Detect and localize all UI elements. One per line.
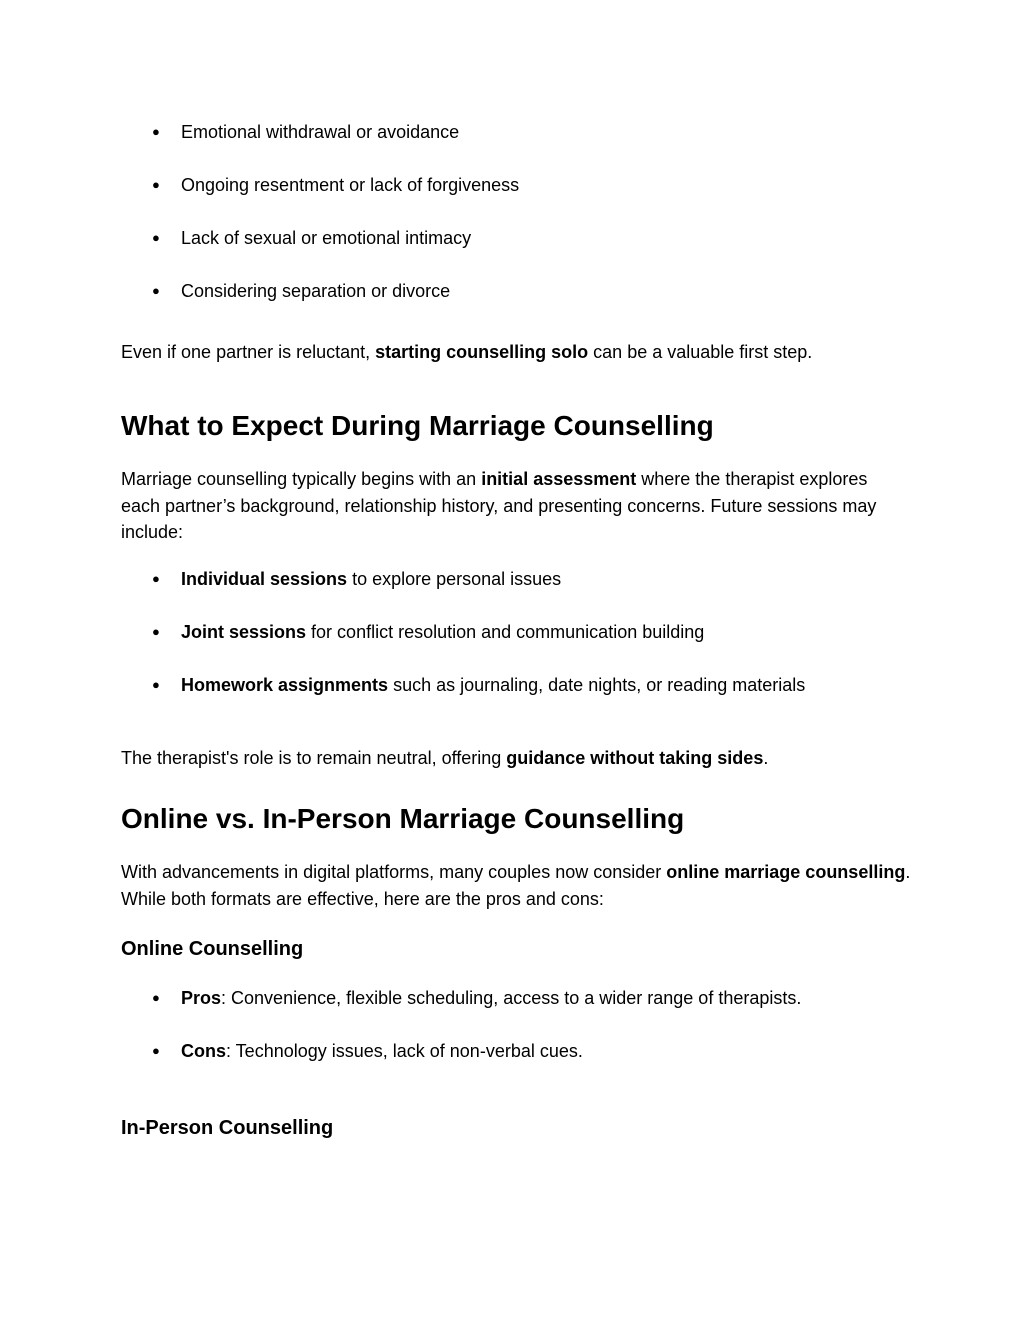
list-item-text: Homework assignments such as journaling, date nights, or reading materials bbox=[181, 675, 806, 695]
list-item bbox=[0, 1039, 1024, 1063]
list-item bbox=[0, 986, 1024, 1010]
subheading-inperson: In-Person Counselling bbox=[121, 1117, 334, 1139]
bullet-icon: ● bbox=[152, 571, 160, 586]
emphasis: starting counselling solo bbox=[375, 342, 589, 362]
emphasis: initial assessment bbox=[481, 469, 637, 489]
list-item-text: Pros: Convenience, flexible scheduling, access to a wider range of therapists. bbox=[181, 988, 802, 1008]
list-item bbox=[0, 226, 1024, 250]
list-item bbox=[0, 673, 1024, 697]
list-item-text: Emotional withdrawal or avoidance bbox=[181, 122, 460, 142]
online-intro-paragraph: With advancements in digital platforms, many couples now consider online marriage counselling. While both formats are effective, here are the pros and cons: bbox=[121, 862, 911, 909]
list-item bbox=[0, 120, 1024, 144]
bullet-icon: ● bbox=[152, 124, 160, 139]
emphasis: guidance without taking sides bbox=[506, 748, 764, 768]
section-heading-expect: What to Expect During Marriage Counselling bbox=[121, 410, 714, 441]
bullet-icon: ● bbox=[152, 1043, 160, 1058]
bullet-icon: ● bbox=[152, 624, 160, 639]
list-item-text: Individual sessions to explore personal issues bbox=[181, 569, 562, 589]
list-item-text: Lack of sexual or emotional intimacy bbox=[181, 228, 472, 248]
solo-paragraph: Even if one partner is reluctant, starting counselling solo can be a valuable first step. bbox=[121, 342, 813, 362]
emphasis: online marriage counselling bbox=[666, 862, 906, 882]
list-item bbox=[0, 279, 1024, 303]
list-item bbox=[0, 567, 1024, 591]
bullet-icon: ● bbox=[152, 990, 160, 1005]
bullet-icon: ● bbox=[152, 177, 160, 192]
subheading-online: Online Counselling bbox=[121, 938, 304, 960]
therapist-role-paragraph: The therapist's role is to remain neutral, offering guidance without taking sides. bbox=[121, 748, 769, 768]
list-item bbox=[0, 620, 1024, 644]
bullet-icon: ● bbox=[152, 677, 160, 692]
list-item-text: Considering separation or divorce bbox=[181, 281, 451, 301]
bullet-icon: ● bbox=[152, 230, 160, 245]
expect-intro-paragraph: Marriage counselling typically begins with an initial assessment where the therapist explores each partner’s background, relationship history, and presenting concerns. Future sessions may include: bbox=[121, 469, 877, 542]
list-item-text: Cons: Technology issues, lack of non-verbal cues. bbox=[181, 1041, 583, 1061]
list-item-text: Joint sessions for conflict resolution and communication building bbox=[181, 622, 705, 642]
bullet-icon: ● bbox=[152, 283, 160, 298]
list-item-text: Ongoing resentment or lack of forgiveness bbox=[181, 175, 520, 195]
section-heading-online: Online vs. In-Person Marriage Counselling bbox=[121, 803, 685, 834]
list-item bbox=[0, 173, 1024, 197]
